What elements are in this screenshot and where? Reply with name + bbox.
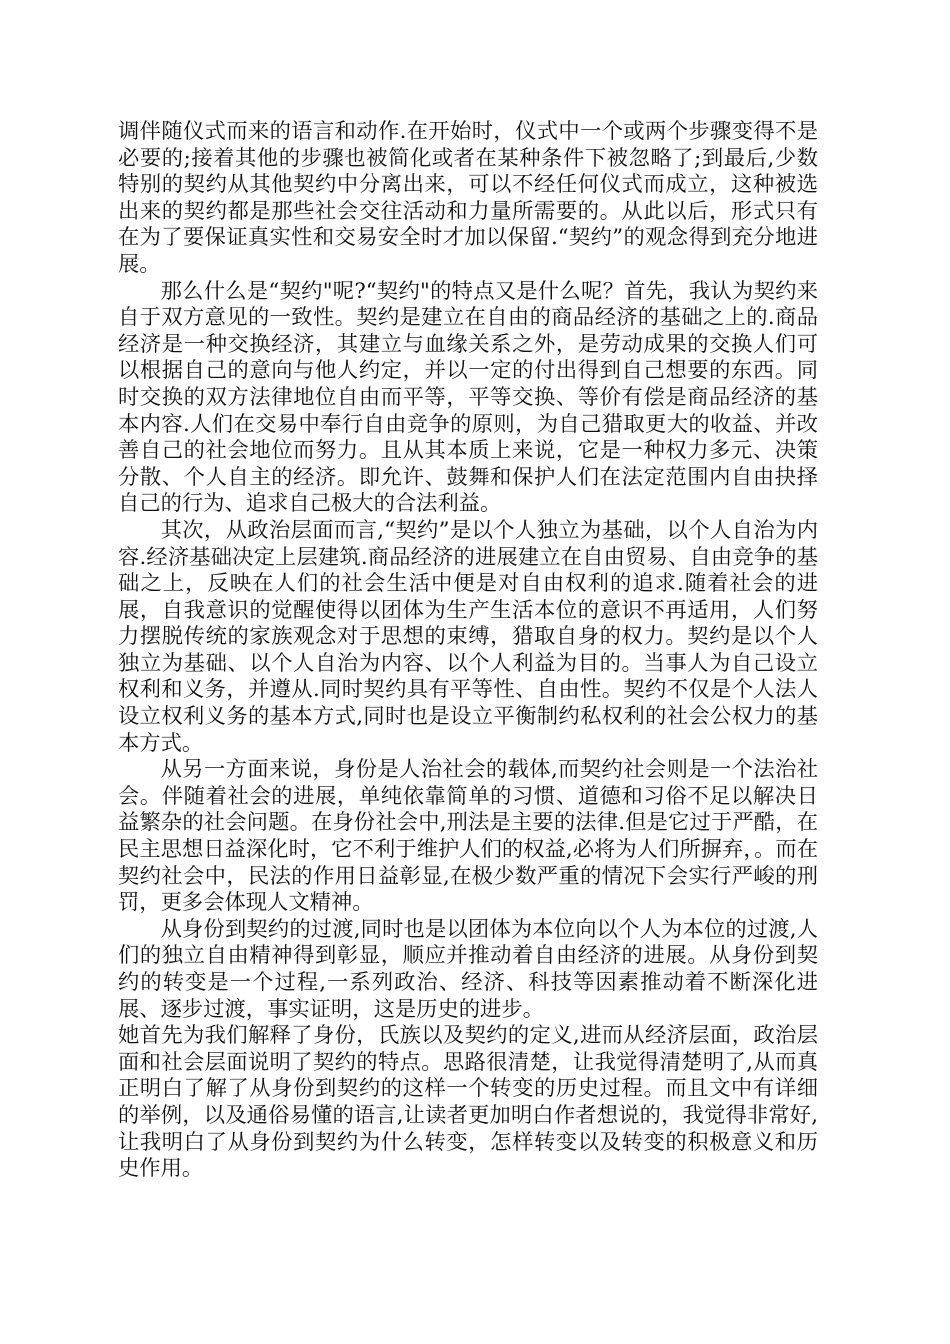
paragraph-3: 其次，从政治层面而言,“契约”是以个人独立为基础，以个人自治为内容.经济基础决定上层建筑.商品经济的进展建立在自由贸易、自由竞争的基础之上，反映在人们的社会生活中便是对自由权利的追求.随着社会的进展，自我意识的觉醒使得以团体为生产生活本位的意识不再适用，人们努力摆脱传统的家族观念对于思想的束缚，猎取自身的权力。契约是以个人独立为基础、以个人自治为内容、以个人利益为目的。当事人为自己设立权利和义务，并遵从.同时契约具有平等性、自由性。契约不仅是个人法人设立权利义务的基本方式,同时也是设立平衡制约私权利的社会公权力的基本方式。 [118, 517, 818, 756]
document-body [118, 119, 818, 1183]
paragraph-5: 从身份到契约的过渡,同时也是以团体为本位向以个人为本位的过渡,人们的独立自由精神得到彰显，顺应并推动着自由经济的进展。从身份到契约的转变是一个过程,一系列政治、经济、科技等因素推动着不断深化进展、逐步过渡，事实证明，这是历史的进步。 [118, 916, 818, 1022]
paragraph-6: 她首先为我们解释了身份，氏族以及契约的定义,进而从经济层面，政治层面和社会层面说明了契约的特点。思路很清楚，让我觉得清楚明了,从而真正明白了解了从身份到契约的这样一个转变的历史过程。而且文中有详细的举例，以及通俗易懂的语言,让读者更加明白作者想说的，我觉得非常好,让我明白了从身份到契约为什么转变，怎样转变以及转变的积极意义和历史作用。 [118, 1023, 818, 1182]
paragraph-2: 那么什么是“契约"呢?“契约"的特点又是什么呢？首先，我认为契约来自于双方意见的一致性。契约是建立在自由的商品经济的基础之上的.商品经济是一种交换经济，其建立与血缘关系之外，是劳动成果的交换人们可以根据自己的意向与他人约定，并以一定的付出得到自己想要的东西。同时交换的双方法律地位自由而平等，平等交换、等价有偿是商品经济的基本内容.人们在交易中奉行自由竞争的原则，为自己猎取更大的收益、并改善自己的社会地位而努力。且从其本质上来说，它是一种权力多元、决策分散、个人自主的经济。即允许、鼓舞和保护人们在法定范围内自由抉择自己的行为、追求自己极大的合法利益。 [118, 278, 818, 517]
paragraph-1: 调伴随仪式而来的语言和动作.在开始时，仪式中一个或两个步骤变得不是必要的;接着其他的步骤也被简化或者在某种条件下被忽略了;到最后,少数特别的契约从其他契约中分离出来，可以不经任何仪式而成立，这种被选出来的契约都是那些社会交往活动和力量所需要的。从此以后，形式只有在为了要保证真实性和交易安全时才加以保留.“契约”的观念得到充分地进展。 [118, 119, 818, 277]
paragraph-4: 从另一方面来说，身份是人治社会的载体,而契约社会则是一个法治社会。伴随着社会的进展，单纯依靠简单的习惯、道德和习俗不足以解决日益繁杂的社会问题。在身份社会中,刑法是主要的法律.但是它过于严酷，在民主思想日益深化时，它不利于维护人们的权益,必将为人们所摒弃，。而在契约社会中，民法的作用日益彰显,在极少数严重的情况下会实行严峻的刑罚，更多会体现人文精神。 [118, 757, 818, 916]
